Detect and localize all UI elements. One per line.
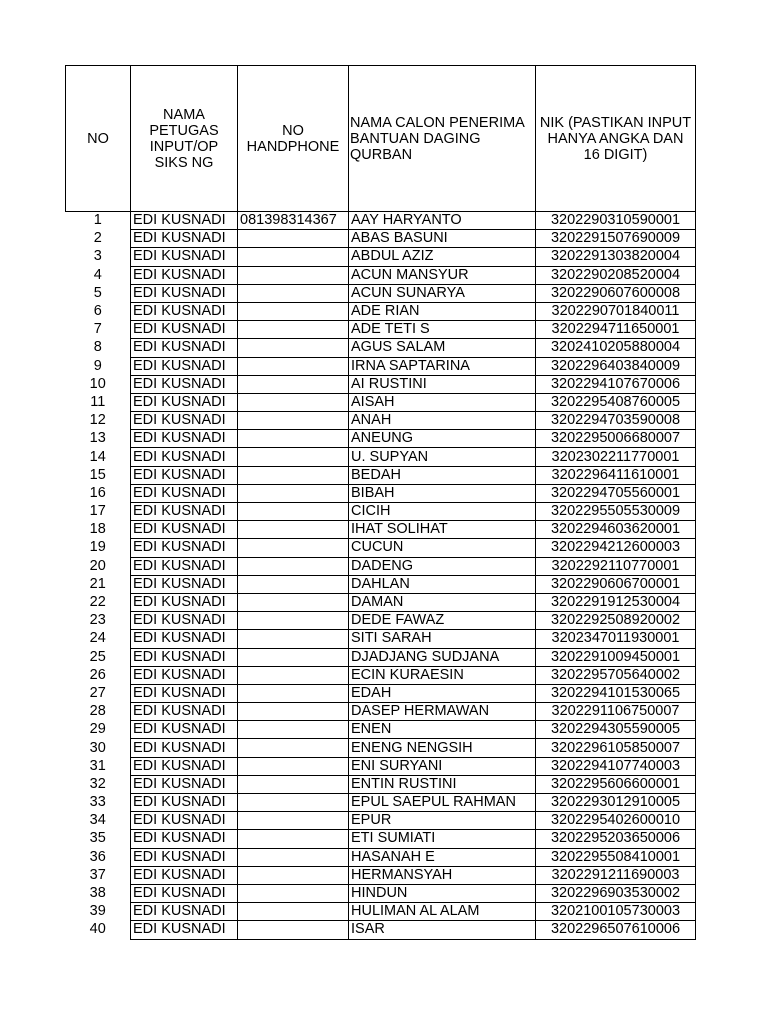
- cell-petugas: EDI KUSNADI: [131, 612, 238, 630]
- cell-nik: 3202290208520004: [536, 266, 696, 284]
- cell-nik: 3202292110770001: [536, 557, 696, 575]
- cell-handphone: [238, 666, 349, 684]
- cell-handphone: [238, 921, 349, 939]
- table-row: [66, 884, 696, 902]
- cell-nama-calon: ANAH: [349, 412, 536, 430]
- cell-no: 39: [89, 903, 106, 920]
- cell-nama-calon: ENEN: [349, 721, 536, 739]
- table-row: [66, 557, 696, 575]
- cell-nama-calon: ENTIN RUSTINI: [349, 775, 536, 793]
- cell-handphone: [238, 794, 349, 812]
- cell-nama-calon: IRNA SAPTARINA: [349, 357, 536, 375]
- cell-handphone: [238, 484, 349, 502]
- cell-no: 29: [89, 721, 106, 738]
- cell-nama-calon: EDAH: [349, 684, 536, 702]
- table-row: [66, 739, 696, 757]
- cell-no: 20: [89, 557, 106, 574]
- cell-nik: 3202295402600010: [536, 812, 696, 830]
- table-row: [66, 684, 696, 702]
- table-row: [66, 357, 696, 375]
- cell-no: 12: [89, 412, 106, 429]
- cell-no: 27: [89, 684, 106, 701]
- cell-petugas: EDI KUSNADI: [131, 503, 238, 521]
- cell-petugas: EDI KUSNADI: [131, 430, 238, 448]
- cell-nik: 3202291507690009: [536, 230, 696, 248]
- cell-petugas: EDI KUSNADI: [131, 794, 238, 812]
- cell-nama-calon: U. SUPYAN: [349, 448, 536, 466]
- cell-nik: 3202291912530004: [536, 593, 696, 611]
- cell-handphone: [238, 903, 349, 921]
- cell-petugas: EDI KUSNADI: [131, 230, 238, 248]
- cell-handphone: [238, 321, 349, 339]
- cell-petugas: EDI KUSNADI: [131, 721, 238, 739]
- cell-nik: 3202294603620001: [536, 521, 696, 539]
- cell-petugas: EDI KUSNADI: [131, 357, 238, 375]
- cell-handphone: [238, 684, 349, 702]
- cell-petugas: EDI KUSNADI: [131, 739, 238, 757]
- cell-nik: 3202295505530009: [536, 503, 696, 521]
- cell-petugas: EDI KUSNADI: [131, 593, 238, 611]
- cell-handphone: [238, 248, 349, 266]
- cell-handphone: [238, 503, 349, 521]
- table-row: [66, 448, 696, 466]
- cell-nik: 3202295508410001: [536, 848, 696, 866]
- cell-nik: 3202290606700001: [536, 575, 696, 593]
- cell-petugas: EDI KUSNADI: [131, 557, 238, 575]
- cell-petugas: EDI KUSNADI: [131, 484, 238, 502]
- cell-petugas: EDI KUSNADI: [131, 466, 238, 484]
- cell-no: 17: [89, 503, 106, 520]
- cell-no: 21: [89, 575, 106, 592]
- cell-handphone: [238, 866, 349, 884]
- table-row: [66, 866, 696, 884]
- cell-no: 1: [93, 212, 102, 229]
- cell-nik: 3202294107670006: [536, 375, 696, 393]
- cell-handphone: [238, 575, 349, 593]
- cell-nik: 3202290607600008: [536, 284, 696, 302]
- cell-nama-calon: HINDUN: [349, 884, 536, 902]
- table-row: [66, 593, 696, 611]
- header-petugas: NAMA PETUGAS INPUT/OP SIKS NG: [131, 66, 238, 212]
- cell-nik: 3202294703590008: [536, 412, 696, 430]
- cell-handphone: [238, 448, 349, 466]
- cell-nama-calon: EPUR: [349, 812, 536, 830]
- cell-nama-calon: DAMAN: [349, 593, 536, 611]
- cell-handphone: [238, 812, 349, 830]
- cell-no: 13: [89, 430, 106, 447]
- cell-nik: 3202290701840011: [536, 302, 696, 320]
- cell-petugas: EDI KUSNADI: [131, 666, 238, 684]
- cell-handphone: [238, 557, 349, 575]
- cell-nik: 3202295408760005: [536, 393, 696, 411]
- header-no: NO: [66, 66, 131, 212]
- cell-nik: 3202294101530065: [536, 684, 696, 702]
- cell-no: 6: [93, 303, 102, 320]
- cell-no: 8: [93, 339, 102, 356]
- cell-petugas: EDI KUSNADI: [131, 248, 238, 266]
- table-row: [66, 648, 696, 666]
- cell-nik: 3202347011930001: [536, 630, 696, 648]
- cell-nik: 3202295006680007: [536, 430, 696, 448]
- cell-nama-calon: ISAR: [349, 921, 536, 939]
- cell-no: 9: [93, 357, 102, 374]
- cell-petugas: EDI KUSNADI: [131, 703, 238, 721]
- cell-nama-calon: HASANAH E: [349, 848, 536, 866]
- cell-nama-calon: DJADJANG SUDJANA: [349, 648, 536, 666]
- cell-nik: 3202296403840009: [536, 357, 696, 375]
- cell-petugas: EDI KUSNADI: [131, 412, 238, 430]
- cell-no: 40: [89, 921, 106, 938]
- cell-no: 37: [89, 866, 106, 883]
- cell-handphone: [238, 230, 349, 248]
- cell-no: 7: [93, 321, 102, 338]
- cell-nama-calon: DEDE FAWAZ: [349, 612, 536, 630]
- cell-no: 4: [93, 266, 102, 283]
- cell-petugas: EDI KUSNADI: [131, 448, 238, 466]
- table-row: [66, 921, 696, 939]
- cell-petugas: EDI KUSNADI: [131, 830, 238, 848]
- cell-nama-calon: ACUN SUNARYA: [349, 284, 536, 302]
- table-body: [66, 212, 696, 940]
- cell-handphone: [238, 830, 349, 848]
- cell-no: 32: [89, 775, 106, 792]
- cell-no: 33: [89, 794, 106, 811]
- cell-nama-calon: ANEUNG: [349, 430, 536, 448]
- cell-nik: 3202294107740003: [536, 757, 696, 775]
- cell-handphone: [238, 757, 349, 775]
- cell-nik: 3202294711650001: [536, 321, 696, 339]
- table-row: [66, 284, 696, 302]
- cell-nik: 3202291009450001: [536, 648, 696, 666]
- cell-no: 38: [89, 885, 106, 902]
- cell-handphone: [238, 648, 349, 666]
- cell-nik: 3202294305590005: [536, 721, 696, 739]
- cell-handphone: [238, 266, 349, 284]
- cell-handphone: [238, 302, 349, 320]
- cell-nama-calon: CICIH: [349, 503, 536, 521]
- cell-no: 11: [90, 393, 106, 410]
- cell-handphone: [238, 775, 349, 793]
- table-row: [66, 812, 696, 830]
- table-row: [66, 430, 696, 448]
- cell-petugas: EDI KUSNADI: [131, 866, 238, 884]
- table-row: [66, 521, 696, 539]
- cell-nama-calon: ADE TETI S: [349, 321, 536, 339]
- cell-nama-calon: DADENG: [349, 557, 536, 575]
- cell-nik: 3202296105850007: [536, 739, 696, 757]
- cell-nama-calon: ENI SURYANI: [349, 757, 536, 775]
- header-nama-calon: NAMA CALON PENERIMA BANTUAN DAGING QURBAN: [349, 66, 536, 212]
- table-row: [66, 539, 696, 557]
- cell-handphone: [238, 339, 349, 357]
- cell-petugas: EDI KUSNADI: [131, 266, 238, 284]
- cell-petugas: EDI KUSNADI: [131, 212, 238, 230]
- cell-petugas: EDI KUSNADI: [131, 302, 238, 320]
- cell-handphone: [238, 884, 349, 902]
- cell-handphone: [238, 357, 349, 375]
- cell-nik: 3202295705640002: [536, 666, 696, 684]
- cell-nama-calon: ABAS BASUNI: [349, 230, 536, 248]
- cell-nama-calon: ABDUL AZIZ: [349, 248, 536, 266]
- table-row: [66, 230, 696, 248]
- cell-nik: 3202296507610006: [536, 921, 696, 939]
- table-row: [66, 903, 696, 921]
- cell-petugas: EDI KUSNADI: [131, 848, 238, 866]
- cell-nik: 3202290310590001: [536, 212, 696, 230]
- cell-petugas: EDI KUSNADI: [131, 521, 238, 539]
- cell-nama-calon: IHAT SOLIHAT: [349, 521, 536, 539]
- cell-petugas: EDI KUSNADI: [131, 339, 238, 357]
- cell-petugas: EDI KUSNADI: [131, 575, 238, 593]
- cell-nik: 3202302211770001: [536, 448, 696, 466]
- cell-nama-calon: CUCUN: [349, 539, 536, 557]
- cell-nama-calon: HULIMAN AL ALAM: [349, 903, 536, 921]
- cell-nik: 3202295203650006: [536, 830, 696, 848]
- table-row: [66, 339, 696, 357]
- table-row: [66, 630, 696, 648]
- cell-nama-calon: ENENG NENGSIH: [349, 739, 536, 757]
- table-row: [66, 703, 696, 721]
- table-row: [66, 484, 696, 502]
- table-row: [66, 302, 696, 320]
- cell-handphone: [238, 739, 349, 757]
- cell-no: 35: [89, 830, 106, 847]
- cell-petugas: EDI KUSNADI: [131, 812, 238, 830]
- table-row: [66, 666, 696, 684]
- cell-nama-calon: AGUS SALAM: [349, 339, 536, 357]
- table-row: [66, 721, 696, 739]
- cell-no: 18: [89, 521, 106, 538]
- cell-no: 31: [89, 757, 106, 774]
- cell-handphone: [238, 630, 349, 648]
- cell-handphone: [238, 412, 349, 430]
- cell-petugas: EDI KUSNADI: [131, 684, 238, 702]
- cell-handphone: 081398314367: [238, 212, 349, 230]
- cell-no: 24: [89, 630, 106, 647]
- cell-nik: 3202294212600003: [536, 539, 696, 557]
- cell-nama-calon: AISAH: [349, 393, 536, 411]
- cell-no: 26: [89, 666, 106, 683]
- cell-no: 23: [89, 612, 106, 629]
- cell-no: 28: [89, 703, 106, 720]
- table-row: [66, 248, 696, 266]
- cell-nik: 3202100105730003: [536, 903, 696, 921]
- cell-petugas: EDI KUSNADI: [131, 757, 238, 775]
- cell-petugas: EDI KUSNADI: [131, 284, 238, 302]
- cell-petugas: EDI KUSNADI: [131, 393, 238, 411]
- table-row: [66, 212, 696, 230]
- cell-handphone: [238, 848, 349, 866]
- cell-nama-calon: AAY HARYANTO: [349, 212, 536, 230]
- cell-nik: 3202293012910005: [536, 794, 696, 812]
- cell-no: 5: [93, 284, 102, 301]
- header-row: [66, 66, 696, 212]
- cell-petugas: EDI KUSNADI: [131, 648, 238, 666]
- cell-handphone: [238, 466, 349, 484]
- cell-petugas: EDI KUSNADI: [131, 921, 238, 939]
- cell-petugas: EDI KUSNADI: [131, 375, 238, 393]
- cell-petugas: EDI KUSNADI: [131, 321, 238, 339]
- cell-handphone: [238, 393, 349, 411]
- cell-nik: 3202296411610001: [536, 466, 696, 484]
- cell-no: 36: [89, 848, 106, 865]
- cell-nama-calon: HERMANSYAH: [349, 866, 536, 884]
- cell-handphone: [238, 375, 349, 393]
- cell-no: 22: [89, 594, 106, 611]
- cell-nik: 3202410205880004: [536, 339, 696, 357]
- cell-no: 30: [89, 739, 106, 756]
- cell-no: 15: [89, 466, 106, 483]
- cell-nama-calon: DASEP HERMAWAN: [349, 703, 536, 721]
- cell-nama-calon: ECIN KURAESIN: [349, 666, 536, 684]
- cell-handphone: [238, 284, 349, 302]
- header-handphone: NO HANDPHONE: [238, 66, 349, 212]
- cell-nama-calon: AI RUSTINI: [349, 375, 536, 393]
- cell-nik: 3202291211690003: [536, 866, 696, 884]
- cell-no: 3: [93, 248, 102, 265]
- table-header: [66, 66, 696, 212]
- table-row: [66, 375, 696, 393]
- table-row: [66, 321, 696, 339]
- cell-handphone: [238, 612, 349, 630]
- cell-nama-calon: BEDAH: [349, 466, 536, 484]
- cell-petugas: EDI KUSNADI: [131, 539, 238, 557]
- table-row: [66, 575, 696, 593]
- cell-handphone: [238, 593, 349, 611]
- table-row: [66, 794, 696, 812]
- cell-nama-calon: ADE RIAN: [349, 302, 536, 320]
- cell-petugas: EDI KUSNADI: [131, 903, 238, 921]
- cell-handphone: [238, 721, 349, 739]
- cell-petugas: EDI KUSNADI: [131, 775, 238, 793]
- cell-no: 25: [89, 648, 106, 665]
- cell-nik: 3202294705560001: [536, 484, 696, 502]
- table-row: [66, 775, 696, 793]
- cell-nama-calon: EPUL SAEPUL RAHMAN: [349, 794, 536, 812]
- cell-no: 34: [89, 812, 106, 829]
- cell-no: 19: [89, 539, 106, 556]
- cell-nama-calon: SITI SARAH: [349, 630, 536, 648]
- cell-nama-calon: BIBAH: [349, 484, 536, 502]
- cell-nik: 3202295606600001: [536, 775, 696, 793]
- cell-handphone: [238, 521, 349, 539]
- cell-handphone: [238, 539, 349, 557]
- cell-no: 10: [89, 375, 106, 392]
- cell-nik: 3202292508920002: [536, 612, 696, 630]
- table-row: [66, 848, 696, 866]
- cell-no: 2: [93, 230, 102, 247]
- cell-petugas: EDI KUSNADI: [131, 630, 238, 648]
- cell-handphone: [238, 430, 349, 448]
- cell-nama-calon: ACUN MANSYUR: [349, 266, 536, 284]
- cell-no: 16: [89, 484, 106, 501]
- table-row: [66, 266, 696, 284]
- header-nik: NIK (PASTIKAN INPUT HANYA ANGKA DAN 16 DIGIT): [536, 66, 696, 212]
- cell-no: 14: [89, 448, 106, 465]
- table-row: [66, 412, 696, 430]
- table-row: [66, 466, 696, 484]
- cell-nik: 3202291303820004: [536, 248, 696, 266]
- table-row: [66, 757, 696, 775]
- cell-nama-calon: DAHLAN: [349, 575, 536, 593]
- cell-nama-calon: ETI SUMIATI: [349, 830, 536, 848]
- recipient-table: [65, 65, 696, 940]
- cell-nik: 3202291106750007: [536, 703, 696, 721]
- table-row: [66, 830, 696, 848]
- cell-petugas: EDI KUSNADI: [131, 884, 238, 902]
- cell-nik: 3202296903530002: [536, 884, 696, 902]
- cell-handphone: [238, 703, 349, 721]
- table-row: [66, 612, 696, 630]
- table-row: [66, 393, 696, 411]
- table-row: [66, 503, 696, 521]
